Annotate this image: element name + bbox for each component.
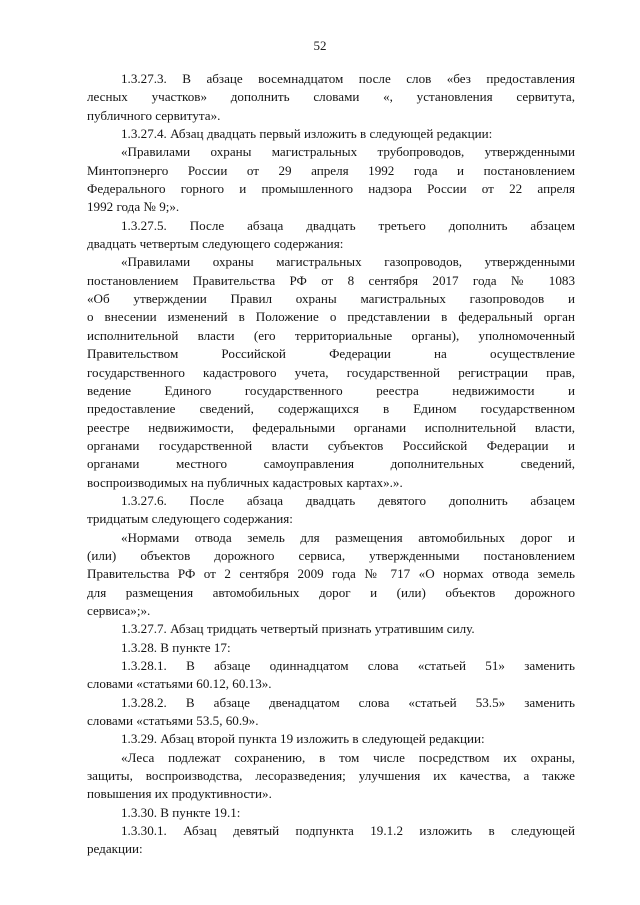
text-line: защиты, воспроизводства, лесоразведения; улучшения их качества, а также: [87, 768, 575, 784]
text-line: словами «статьями 60.12, 60.13».: [87, 676, 272, 692]
text-line: Правительством Российской Федерации на осуществление: [87, 346, 575, 362]
text-line: 1992 года № 9;».: [87, 199, 180, 215]
text-line: органами государственной власти субъектов Российской Федерации и: [87, 437, 575, 453]
text-line: о внесении изменений в Положение о представлении в федеральный орган: [87, 309, 575, 325]
text-line: тридцатым следующего содержания:: [87, 511, 293, 527]
document-body: [87, 70, 575, 859]
text-line: 1.3.27.6. После абзаца двадцать девятого дополнить абзацем: [121, 492, 575, 508]
text-line: постановлением Правительства РФ от 8 сентября 2017 года № 1083: [87, 272, 575, 288]
text-line: Правительства РФ от 2 сентября 2009 года № 717 «О нормах отвода земель: [87, 566, 575, 582]
text-line: 1.3.28.1. В абзаце одиннадцатом слова «статьей 51» заменить: [121, 658, 575, 673]
text-line: 1.3.27.3. В абзаце восемнадцатом после слов «без предоставления: [121, 71, 575, 86]
text-line: словами «статьями 53.5, 60.9».: [87, 713, 259, 729]
text-line: «Правилами охраны магистральных трубопроводов, утвержденными: [121, 144, 575, 160]
text-line: исполнительной власти (его территориальные органы), уполномоченный: [87, 327, 575, 343]
text-line: «Правилами охраны магистральных газопроводов, утвержденными: [121, 254, 575, 270]
text-line: «Об утверждении Правил охраны магистральных газопроводов и: [87, 291, 575, 307]
text-line: 1.3.28. В пункте 17:: [121, 639, 231, 655]
text-line: 1.3.27.5. После абзаца двадцать третьего дополнить абзацем: [121, 217, 575, 233]
text-line: Федерального горного и промышленного надзора России от 22 апреля: [87, 181, 575, 197]
text-line: редакции:: [87, 841, 143, 857]
text-line: 1.3.29. Абзац второй пункта 19 изложить в следующей редакции:: [121, 731, 485, 747]
page-number: 52: [313, 38, 327, 53]
text-line: сервиса»;».: [87, 602, 151, 618]
text-line: двадцать четвертым следующего содержания:: [87, 236, 344, 252]
text-line: «Нормами отвода земель для размещения автомобильных дорог и: [121, 529, 575, 545]
text-line: органами местного самоуправления дополнительных сведений,: [87, 456, 575, 472]
text-line: государственного кадастрового учета, государственной регистрации прав,: [87, 364, 575, 380]
text-line: «Леса подлежат сохранению, в том числе посредством их охраны,: [121, 749, 575, 765]
text-line: публичного сервитута».: [87, 107, 221, 123]
text-line: предоставление сведений, содержащихся в Едином государственном: [87, 401, 575, 417]
text-line: Минтопэнерго России от 29 апреля 1992 года и постановлением: [87, 162, 575, 178]
text-line: ведение Единого государственного реестра недвижимости и: [87, 382, 575, 398]
text-line: 1.3.30.1. Абзац девятый подпункта 19.1.2 изложить в следующей: [121, 823, 575, 839]
text-line: для размещения автомобильных дорог и (или) объектов дорожного: [87, 584, 575, 600]
text-line: лесных участков» дополнить словами «, установления сервитута,: [87, 89, 575, 105]
text-line: 1.3.28.2. В абзаце двенадцатом слова «статьей 53.5» заменить: [121, 694, 575, 710]
text-line: 1.3.27.7. Абзац тридцать четвертый признать утратившим силу.: [121, 621, 475, 637]
text-line: 1.3.27.4. Абзац двадцать первый изложить в следующей редакции:: [121, 126, 493, 142]
text-line: воспроизводимых на публичных кадастровых картах».».: [87, 474, 403, 490]
text-line: (или) объектов дорожного сервиса, утвержденными постановлением: [87, 547, 575, 563]
text-line: 1.3.30. В пункте 19.1:: [121, 804, 241, 820]
text-line: повышения их продуктивности».: [87, 786, 272, 802]
text-line: реестре недвижимости, федеральными органами исполнительной власти,: [87, 419, 575, 435]
